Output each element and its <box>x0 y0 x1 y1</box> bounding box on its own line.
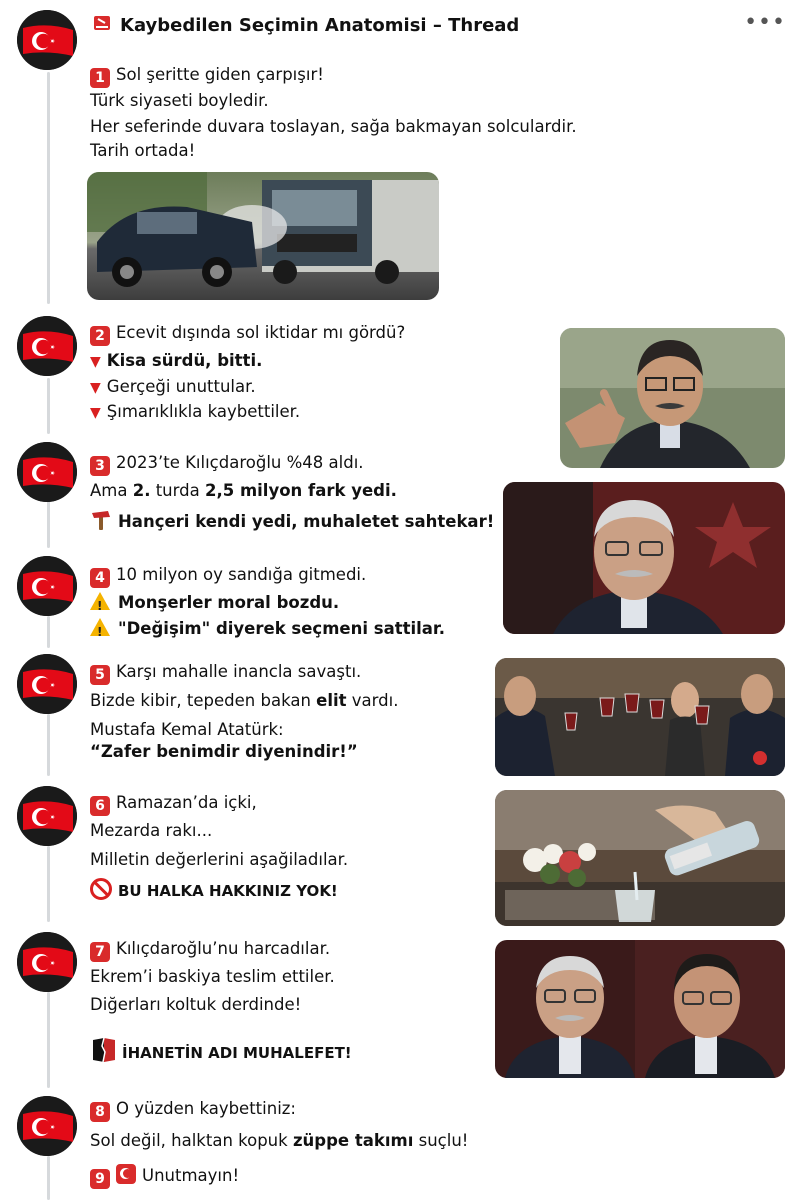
red-triangle-icon: ▼ <box>90 380 101 396</box>
post-5-line: Mustafa Kemal Atatürk: <box>90 720 284 739</box>
number-badge: 7 <box>90 942 110 962</box>
number-badge: 8 <box>90 1102 110 1122</box>
post-7-slogan: İHANETİN ADI MUHALEFET! <box>90 1036 352 1070</box>
post-6-line: Milletin değerlerini aşağiladılar. <box>90 850 349 869</box>
more-options-button[interactable]: ••• <box>744 10 786 35</box>
post-1-line: Türk siyaseti boyledir. <box>90 91 269 110</box>
red-triangle-icon: ▼ <box>90 405 101 421</box>
number-badge: 4 <box>90 568 110 588</box>
raki-pouring-grave-photo[interactable] <box>495 790 785 926</box>
post-1-line: 1 Sol şeritte giden çarpışır! <box>90 64 324 88</box>
post-2-bullet: ▼ Kisa sürdü, bitti. <box>90 351 263 370</box>
post-3-line: Ama 2. turda 2,5 milyon fark yedi. <box>90 481 397 500</box>
thread-title: Kaybedilen Seçimin Anatomisi – Thread <box>120 14 520 36</box>
crescent-icon <box>116 1164 136 1184</box>
avatar-turkish-flag[interactable] <box>17 556 77 616</box>
post-3-line: 3 2023’te Kılıçdaroğlu %48 aldı. <box>90 452 364 476</box>
thread-line <box>47 378 50 434</box>
avatar-turkish-flag[interactable] <box>17 442 77 502</box>
prohibited-icon <box>90 878 112 900</box>
thread-line <box>47 616 50 648</box>
red-triangle-icon: ▼ <box>90 354 101 370</box>
post-2-bullet: ▼ Şımarıklıkla kaybettiler. <box>90 402 301 421</box>
politician-portrait-photo[interactable] <box>503 482 785 634</box>
post-7-line: Ekrem’i baskiya teslim ettiler. <box>90 967 335 986</box>
avatar-turkish-flag[interactable] <box>17 932 77 992</box>
avatar-turkish-flag[interactable] <box>17 786 77 846</box>
post-7-line: Diğerları koltuk derdinde! <box>90 995 302 1014</box>
post-6-line: 6 Ramazan’da içki, <box>90 792 257 816</box>
post-4-line: 4 10 milyon oy sandığa gitmedi. <box>90 564 366 588</box>
number-badge: 2 <box>90 326 110 346</box>
wine-toast-photo[interactable] <box>495 658 785 776</box>
post-6-warning: BU HALKA HAKKINIZ YOK! <box>90 878 338 902</box>
torn-flag-icon <box>90 1036 118 1070</box>
post-2-bullet: ▼ Gerçeği unuttular. <box>90 377 256 396</box>
warning-icon <box>90 592 110 610</box>
post-1-line: Tarih ortada! <box>90 141 196 160</box>
avatar-turkish-flag[interactable] <box>17 654 77 714</box>
thread-line <box>47 846 50 922</box>
car-truck-crash-photo[interactable] <box>87 172 439 300</box>
post-5-line: Bizde kibir, tepeden bakan elit vardı. <box>90 691 399 710</box>
post-7-line: 7 Kılıçdaroğlu’nu harcadılar. <box>90 938 330 962</box>
post-8-line: 8 O yüzden kaybettiniz: <box>90 1098 296 1122</box>
thread-line <box>47 1156 50 1200</box>
post-5-line: 5 Karşı mahalle inancla savaştı. <box>90 661 361 685</box>
ataturk-quote: “Zafer benimdir diyenindir!” <box>90 742 358 761</box>
post-1-line: Her seferinde duvara toslayan, sağa bakmayan solculardir. <box>90 117 577 136</box>
pointing-man-photo[interactable] <box>560 328 785 468</box>
warning-icon <box>90 618 110 636</box>
post-8-line: 9 Unutmayın! <box>90 1164 239 1189</box>
red-book-icon <box>92 13 112 37</box>
avatar-turkish-flag[interactable] <box>17 10 77 70</box>
post-4-line: !"Değişim" diyerek seçmeni sattilar. <box>90 618 445 640</box>
post-6-line: Mezarda rakı... <box>90 821 213 840</box>
number-badge: 9 <box>90 1169 110 1189</box>
hammer-icon <box>90 509 112 537</box>
post-3-line: Hançeri kendi yedi, muhaletet sahtekar! <box>90 509 494 537</box>
thread-line <box>47 72 50 304</box>
post-8-line: Sol değil, halktan kopuk züppe takımı suçlu! <box>90 1131 469 1150</box>
avatar-turkish-flag[interactable] <box>17 1096 77 1156</box>
thread-header <box>92 12 519 38</box>
post-4-line: !Monşerler moral bozdu. <box>90 592 339 614</box>
number-badge: 1 <box>90 68 110 88</box>
post-2-line: 2 Ecevit dışında sol iktidar mı gördü? <box>90 322 405 346</box>
two-politicians-photo[interactable] <box>495 940 785 1078</box>
number-badge: 5 <box>90 665 110 685</box>
thread-line <box>47 992 50 1088</box>
thread-line <box>47 500 50 548</box>
thread-line <box>47 714 50 776</box>
avatar-turkish-flag[interactable] <box>17 316 77 376</box>
number-badge: 6 <box>90 796 110 816</box>
number-badge: 3 <box>90 456 110 476</box>
